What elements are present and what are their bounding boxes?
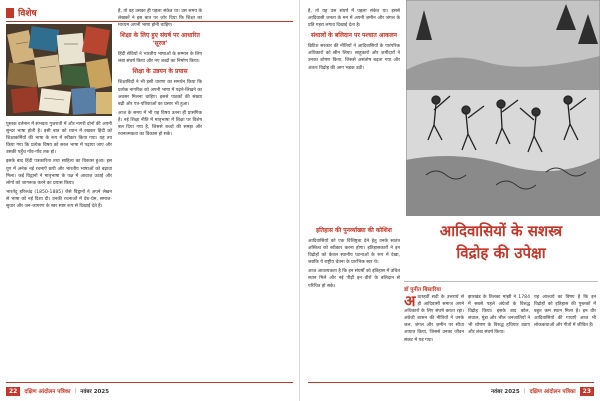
paragraph: झारखंड के तिलका मांझी ने 1784 में सबसे पहले अंग्रेजों के विरुद्ध विद्रोह किया। इसके बाद कोल, संथाल, मुंडा और भील जनजातियों ने भी शोषण के विरुद्ध हथियार उठाए और लंबा संघर्ष किया। <box>468 295 530 336</box>
paragraph: आज के समय में भी यह विषय उतना ही प्रासंगिक है। नई शिक्षा नीति में मातृभाषा में शिक्षा पर विशेष बल दिया गया है, जिससे बच्चों की समझ और रचनात्मकता का विकास हो सके। <box>118 110 202 138</box>
paragraph: ठारहवीं सदी के उत्तरार्ध से ही आदिवासी समाज अपने अधिकारों के लिए संघर्ष करता रहा। अंग्रेजी शासन की नीतियों ने उनके जल, जंगल और ज़मीन पर सीधा आघात किया, जिससे उनका जीवन संकट में पड़ गया। <box>404 295 464 343</box>
publication-name: दक्षिण आंदोलन पत्रिका <box>529 389 576 395</box>
paragraph: हिंदी सेवियों ने भारतीय भाषाओं के सम्मान के लिए लंबा संघर्ष किया और नए शब्दों का निर्माण किया। <box>118 52 202 65</box>
paragraph: है, तो वह उसका ही पहला संकेत था। उस समय के लेखकों ने इस बात पर ज़ोर दिया कि शिक्षा का माध्यम अपनी भाषा होनी चाहिए। <box>118 9 202 29</box>
right-column-4 <box>468 294 530 384</box>
paragraph: भारतेंदु हरिश्चंद्र (1850-1885) जैसे विद्वानों ने अपने लेखन से भाषा को नई दिशा दी। उनकी रचनाओं में देश-प्रेम, समाज-सुधार और जन-जागरण के स्वर स्पष्ट रूप से दिखाई देते हैं। <box>6 189 112 210</box>
paragraph: पुस्तक वर्तमान में संभवतः गुजराती में और नागरी दोनों की अपनी सुन्दर भाषा होती है। इसी बात को ध्यान में रखकर हिंदी को शिक्षाकर्मियों की भाषा के रूप में स्वीकार किया गया। यह तय किया गया कि प्रत्येक विषय को सरल भाषा में पढ़ाया जाए और उसकी पहुँच गाँव-गाँव तक हो। <box>6 122 112 156</box>
headline-line-1: आदिवासियों के सशस्त्र <box>439 222 563 240</box>
right-column-2 <box>308 224 400 384</box>
publication-name: दक्षिण आंदोलन पत्रिका <box>24 389 71 395</box>
paragraph: है, तो यह उस संघर्ष में पहला संकेत था। इससे आदिवासी जनता के मन में अपनी ज़मीन और जंगल के प्रति गहरा लगाव दिखाई देता है। <box>308 9 400 29</box>
footer-rule <box>6 382 293 383</box>
footer <box>6 385 109 397</box>
subheading: संथालों के बलिदान पर पश्चात आकलन <box>311 32 397 40</box>
separator: | <box>523 388 526 394</box>
paragraph: इसके बाद हिंदी पत्रकारिता तथा साहित्य का विकास हुआ। इस युग में अनेक नई रचनाएँ छपी और भारतीय भाषाओं को बढ़ावा मिला। कई विद्वानों ने मातृभाषा के पक्ष में आवाज़ उठाई और लोगों को जागरूक करने का प्रयास किया। <box>6 159 112 186</box>
paragraph: ब्रिटिश सरकार की नीतियों ने आदिवासियों के पारंपरिक अधिकारों को छीन लिया। साहूकारों और ज़मींदारों ने उनका शोषण किया, जिससे असंतोष बढ़ता गया और अंततः विद्रोह की आग भड़क उठी। <box>308 44 400 71</box>
rebellion-illustration <box>406 0 600 216</box>
paragraph: यह आश्चर्य का विषय है कि इन विद्रोहों को इतिहास की पुस्तकों में बहुत कम स्थान मिला है। इन वीर आदिवासियों की गाथाएँ आज भी लोककथाओं और गीतों में जीवित हैं। <box>534 295 596 329</box>
left-column-1 <box>6 121 112 383</box>
right-column-3 <box>404 294 464 384</box>
paragraph: आदिवासियों को एक विशिष्ट्रता देने हेतु उनके स्वतंत्र अस्तित्व को स्वीकार करना होगा। इतिहासकारों ने इन विद्रोहों को केवल स्थानीय घटनाओं के रूप में देखा, जबकि ये राष्ट्रीय चेतना के प्रारंभिक स्वर थे। <box>308 239 400 266</box>
section-header <box>6 6 37 19</box>
page-number: 22 <box>6 387 20 396</box>
headline-rule <box>404 281 598 282</box>
footer-rule <box>308 382 594 383</box>
left-column-2 <box>118 8 202 383</box>
page-number: 23 <box>580 387 594 396</box>
drop-cap: अ <box>404 294 416 310</box>
author-byline: डॉ पुनीत बिसारिया <box>404 287 441 293</box>
issue-date: नवंबर 2025 <box>490 389 520 395</box>
section-marker-icon <box>6 8 14 18</box>
right-column-5 <box>534 294 596 384</box>
paragraph: आज आवश्यकता है कि इन संघर्षों को इतिहास में उचित स्थान मिले और नई पीढ़ी इन वीरों के बलिदान से परिचित हो सके। <box>308 269 400 289</box>
footer <box>491 385 594 397</box>
right-column-1 <box>308 8 400 220</box>
paragraph: शिक्षाविदों ने भी इसी धारणा का समर्थन किया कि प्रत्येक नागरिक को अपनी भाषा में पढ़ने-लिखने का अवसर मिलना चाहिए। इससे पाठकों की संख्या बढ़ी और पत्र-पत्रिकाओं का प्रसार भी हुआ। <box>118 80 202 107</box>
article-headline <box>404 220 598 278</box>
issue-date: नवंबर 2025 <box>80 389 110 395</box>
right-page <box>300 0 600 401</box>
subheading: शिक्षा के उन्नयन के प्रयास <box>132 68 188 76</box>
headline-line-2: विद्रोह की उपेक्षा <box>456 244 546 262</box>
section-label: विशेष <box>18 9 37 19</box>
subheading: इतिहास की पुनर्व्याख्या की कोशिश <box>316 227 392 234</box>
subheading: शिक्षा के लिए हुए संघर्ष पर आधारित 'सूरज' <box>120 32 200 48</box>
separator: | <box>74 388 77 394</box>
books-photo <box>6 24 112 116</box>
